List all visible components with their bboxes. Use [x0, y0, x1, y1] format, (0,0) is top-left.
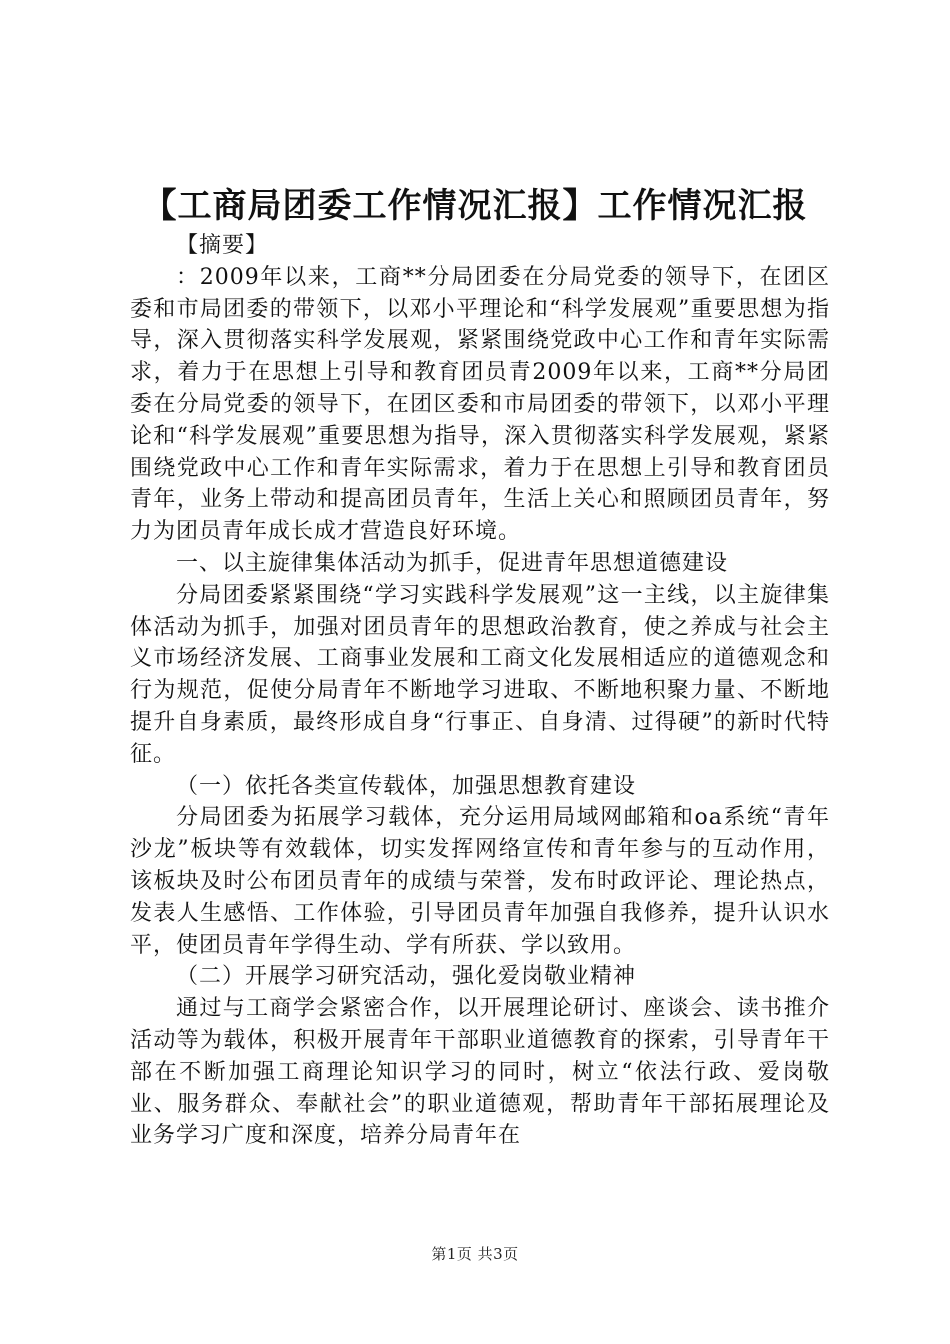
document-title: 【工商局团委工作情况汇报】工作情况汇报 [142, 186, 808, 226]
page-number-footer: 第1页 共3页 [431, 1245, 519, 1263]
subsection-2-paragraph: 通过与工商学会紧密合作，以开展理论研讨、座谈会、读书推介活动等为载体，积极开展青年干部职业道德教育的探索，引导青年干部在不断加强工商理论知识学习的同时，树立“依法行政、爱岗敬业、服务群众、奉献社会”的职业道德观，帮助青年干部拓展理论及业务学习广度和深度，培养分局青年在 [130, 996, 830, 1149]
subsection-2-heading: （二）开展学习研究活动，强化爱岗敬业精神 [176, 964, 637, 990]
abstract-paragraph: ：2009年以来，工商**分局团委在分局党委的领导下，在团区委和市局团委的带领下，以邓小平理论和“科学发展观”重要思想为指导，深入贯彻落实科学发展观，紧紧围绕党政中心工作和青年实际需求，着力于在思想上引导和教育团员青2009年以来，工商**分局团委在分局党委的领导下，在团区委和市局团委的带领下，以邓小平理论和“科学发展观”重要思想为指导，深入贯彻落实科学发展观，紧紧围绕党政中心工作和青年实际需求，着力于在思想上引导和教育团员青年，业务上带动和提高团员青年，生活上关心和照顾团员青年，努力为团员青年成长成才营造良好环境。 [130, 264, 830, 545]
abstract-label: 【摘要】 [176, 233, 269, 258]
section-1-heading: 一、以主旋律集体活动为抓手，促进青年思想道德建设 [176, 550, 729, 576]
document-body [130, 230, 830, 1152]
subsection-1-paragraph: 分局团委为拓展学习载体，充分运用局域网邮箱和oa系统“青年沙龙”板块等有效载体，切实发挥网络宣传和青年参与的互动作用，该板块及时公布团员青年的成绩与荣誉，发布时政评论、理论热点，发表人生感悟、工作体验，引导团员青年加强自我修养，提升认识水平，使团员青年学得生动、学有所获、学以致用。 [130, 805, 830, 958]
subsection-1-heading: （一）依托各类宣传载体，加强思想教育建设 [176, 773, 637, 799]
section-1-paragraph: 分局团委紧紧围绕“学习实践科学发展观”这一主线，以主旋律集体活动为抓手，加强对团员青年的思想政治教育，使之养成与社会主义市场经济发展、工商事业发展和工商文化发展相适应的道德观念和行为规范，促使分局青年不断地学习进取、不断地积聚力量、不断地提升自身素质，最终形成自身“行事正、自身清、过得硬”的新时代特征。 [130, 582, 830, 767]
